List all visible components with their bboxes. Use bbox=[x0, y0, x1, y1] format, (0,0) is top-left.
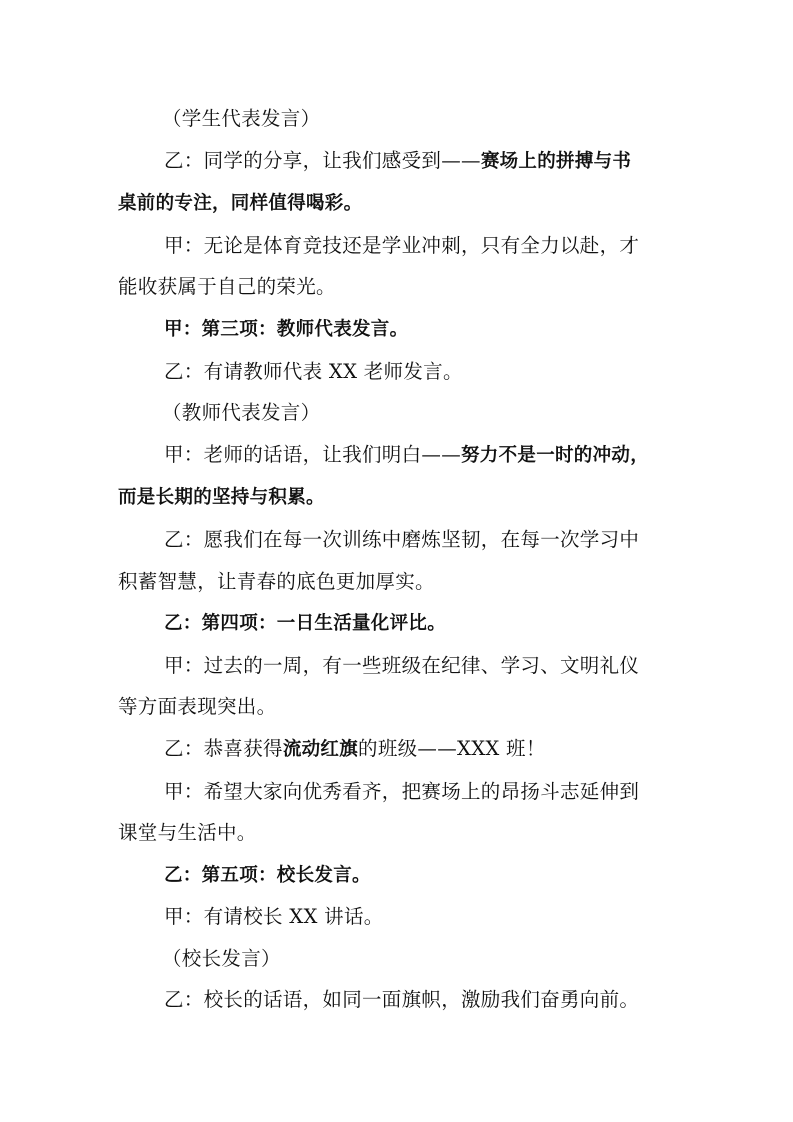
paragraph-continuation bbox=[118, 182, 675, 225]
paragraph-student-reply bbox=[118, 140, 675, 183]
bold-text: 桌前的专注，同样值得喝彩。 bbox=[118, 193, 363, 215]
bold-text: 流动红旗 bbox=[282, 738, 359, 760]
paragraph-text: 乙：愿我们在每一次训练中磨炼坚韧，在每一次学习中 bbox=[164, 527, 640, 551]
bold-text: 赛场上的拼搏与书 bbox=[480, 150, 632, 172]
stage-note-student: （学生代表发言） bbox=[162, 107, 321, 130]
paragraph-text: 乙：校长的话语，如同一面旗帜，激励我们奋勇向前。 bbox=[164, 988, 640, 1012]
paragraph-continuation bbox=[118, 476, 675, 519]
section-heading-3 bbox=[118, 308, 675, 351]
bold-text: 乙：第五项：校长发言。 bbox=[164, 864, 371, 886]
paragraph-red-flag bbox=[118, 728, 675, 771]
section-heading-5 bbox=[118, 854, 675, 897]
stage-note-teacher: （教师代表发言） bbox=[162, 401, 321, 425]
paragraph-text: 乙：有请教师代表 XX 老师发言。 bbox=[164, 359, 463, 383]
bold-text: 努力不是一时的冲动， bbox=[461, 444, 650, 466]
paragraph-text: 的班级——XXX 班！ bbox=[358, 736, 546, 760]
paragraph-text: 甲：过去的一周，有一些班级在纪律、学习、文明礼仪 bbox=[164, 653, 640, 677]
bold-text: 而是长期的坚持与积累。 bbox=[118, 487, 325, 509]
stage-note-principal: （校长发言） bbox=[162, 946, 281, 970]
paragraph-text: 甲：老师的话语，让我们明白—— bbox=[164, 442, 461, 466]
paragraph-continuation: 积蓄智慧，让青春的底色更加厚实。 bbox=[118, 569, 435, 593]
bold-text: 乙：第四项：一日生活量化评比。 bbox=[164, 613, 447, 635]
bold-text: 甲：第三项：教师代表发言。 bbox=[164, 318, 409, 340]
paragraph-continuation: 能收获属于自己的荣光。 bbox=[118, 275, 336, 299]
paragraph-teacher-reply bbox=[118, 434, 675, 477]
paragraph-text: 甲：有请校长 XX 讲话。 bbox=[164, 905, 384, 929]
section-heading-4 bbox=[118, 602, 675, 645]
paragraph-text: 乙：同学的分享，让我们感受到—— bbox=[164, 148, 481, 172]
paragraph-continuation: 课堂与生活中。 bbox=[118, 821, 257, 845]
paragraph-continuation: 等方面表现突出。 bbox=[118, 695, 277, 719]
paragraph-text: 乙：恭喜获得 bbox=[164, 736, 283, 760]
paragraph-text: 甲：无论是体育竞技还是学业冲刺，只有全力以赴，才 bbox=[164, 233, 640, 257]
paragraph-text: 甲：希望大家向优秀看齐，把赛场上的昂扬斗志延伸到 bbox=[164, 779, 640, 803]
